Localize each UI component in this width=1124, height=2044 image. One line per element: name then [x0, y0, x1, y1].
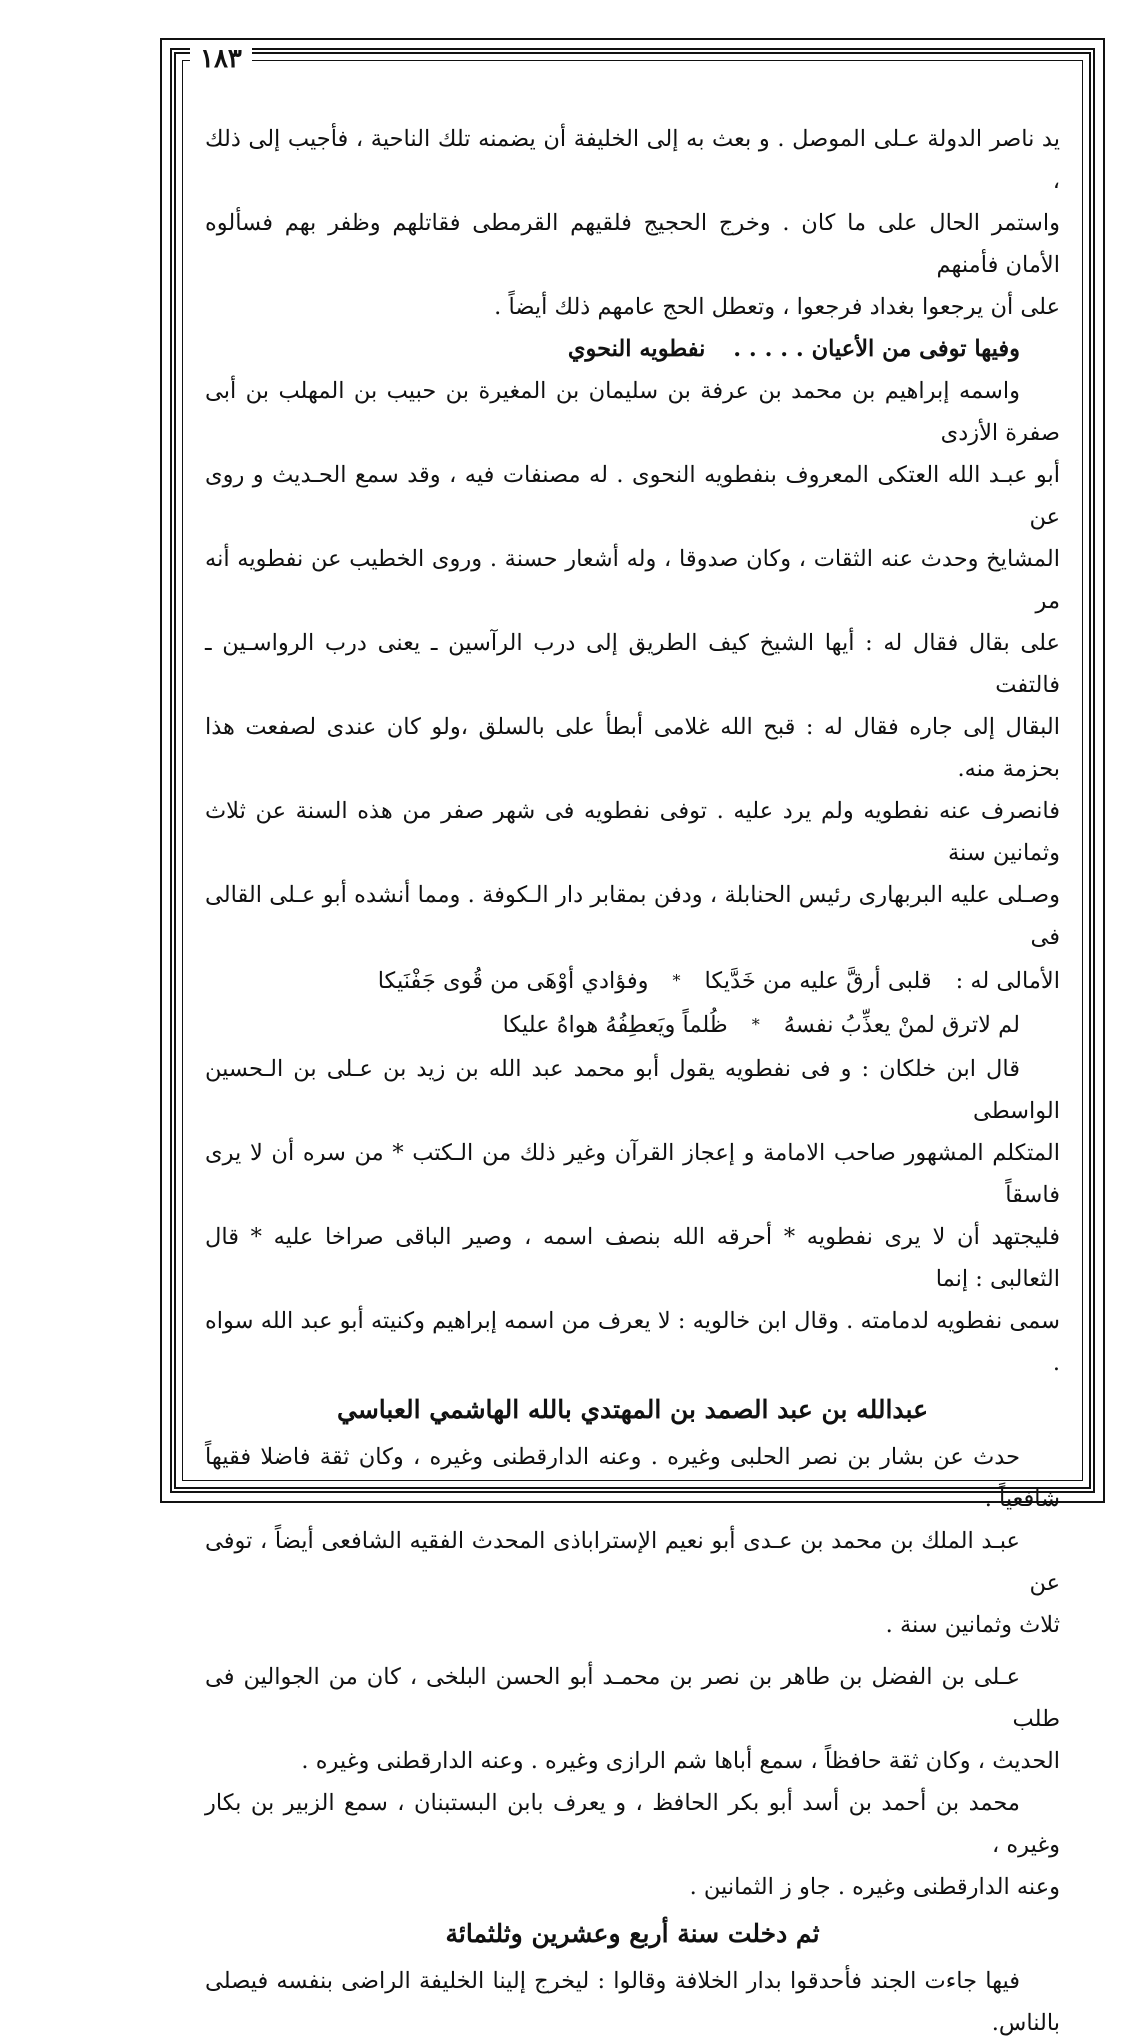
- biography-title: عبدالله بن عبد الصمد بن المهتدي بالله الهاشمي العباسي: [337, 1395, 928, 1424]
- year-title: ثم دخلت سنة أربع وعشرين وثلثمائة: [445, 1919, 820, 1948]
- page-number: ١٨٣: [190, 44, 252, 74]
- text-line: فانصرف عنه نفطويه ولم يرد عليه . توفى نفطويه فى شهر صفر من هذه السنة عن ثلاث وثمانين سنة: [205, 798, 1060, 866]
- heading-prefix: وفيها توفى من الأعيان . . . . .: [733, 336, 1020, 362]
- text-line: سمى نفطويه لدمامته . وقال ابن خالويه : لا يعرف من اسمه إبراهيم وكنيته أبو عبد الله سواه .: [205, 1308, 1060, 1376]
- text-line: يد ناصر الدولة عـلى الموصل . و بعث به إلى الخليفة أن يضمنه تلك الناحية ، فأجيب إلى ذلك ،: [205, 126, 1060, 194]
- section-heading: [205, 328, 1060, 370]
- text-line: الحديث ، وكان ثقة حافظاً ، سمع أباها شم الرازى وغيره . وعنه الدارقطنى وغيره .: [301, 1748, 1060, 1774]
- verse-line: [205, 1004, 1060, 1046]
- text-line: واستمر الحال على ما كان . وخرج الحجيج فلقيهم القرمطى فقاتلهم وظفر بهم فسألوه الأمان فأمنهم: [205, 210, 1060, 278]
- verse-line: [205, 960, 1060, 1002]
- text-line: فيها جاءت الجند فأحدقوا بدار الخلافة وقالوا : ليخرج إلينا الخليفة الراضى بنفسه فيصلى بالناس.: [205, 1968, 1060, 2036]
- verse-hemistich: وفؤادي أوْهَى من قُوى جَفْنَيكا: [377, 968, 649, 994]
- verse-separator: *: [672, 971, 681, 990]
- text-line: على بقال فقال له : أيها الشيخ كيف الطريق إلى درب الرآسين ـ يعنى درب الرواسـين ـ فالتفت: [205, 630, 1060, 698]
- text-line: فليجتهد أن لا يرى نفطويه * أحرقه الله بنصف اسمه ، وصير الباقى صراخا عليه * قال الثعالبى : إنما: [205, 1224, 1060, 1292]
- text-line: وصـلى عليه البربهارى رئيس الحنابلة ، ودفن بمقابر دار الـكوفة . ومما أنشده أبو عـلى القالى فى: [205, 882, 1060, 950]
- text-line: المشايخ وحدث عنه الثقات ، وكان صدوقا ، وله أشعار حسنة . وروى الخطيب عن نفطويه أنه مر: [205, 546, 1060, 614]
- text-line: واسمه إبراهيم بن محمد بن عرفة بن سليمان بن المغيرة بن حبيب بن المهلب بن أبى صفرة الأزدى: [205, 378, 1060, 446]
- text-line: المتكلم المشهور صاحب الامامة و إعجاز القرآن وغير ذلك من الـكتب * من سره أن لا يرى فاسقاً: [205, 1140, 1060, 1208]
- heading-name: نفطويه النحوي: [567, 336, 706, 362]
- text-line: وعنه الدارقطنى وغيره . جاو ز الثمانين .: [689, 1874, 1060, 1900]
- text-line: محمد بن أحمد بن أسد أبو بكر الحافظ ، و يعرف بابن البستبنان ، سمع الزبير بن بكار وغيره ،: [205, 1790, 1060, 1858]
- verse-separator: *: [751, 1015, 760, 1034]
- text-line: عـلى بن الفضل بن طاهر بن نصر بن محمـد أبو الحسن البلخى ، كان من الجوالين فى طلب: [205, 1664, 1060, 1732]
- text-line: ثلاث وثمانين سنة .: [885, 1612, 1060, 1638]
- verse-intro: الأمالى له :: [955, 968, 1060, 994]
- text-line: أبو عبـد الله العتكى المعروف بنفطويه النحوى . له مصنفات فيه ، وقد سمع الحـديث و روى عن: [205, 462, 1060, 530]
- verse-hemistich: قلبى أرقَّ عليه من خَدَّيكا: [704, 968, 932, 994]
- verse-hemistich: ظُلماً ويَعطِفُهُ هواهُ عليكا: [502, 1012, 728, 1038]
- text-line: البقال إلى جاره فقال له : قبح الله غلامى أبطأ على بالسلق ،ولو كان عندى لصفعت هذا بحزمة منه.: [205, 714, 1060, 782]
- page-body: [205, 118, 1060, 2036]
- text-line: حدث عن بشار بن نصر الحلبى وغيره . وعنه الدارقطنى وغيره ، وكان ثقة فاضلا فقيهاً شافعياً .: [205, 1444, 1060, 1512]
- text-line: قال ابن خلكان : و فى نفطويه يقول أبو محمد عبد الله بن زيد بن عـلى بن الـحسين الواسطى: [205, 1056, 1060, 1124]
- text-line: على أن يرجعوا بغداد فرجعوا ، وتعطل الحج عامهم ذلك أيضاً .: [494, 294, 1060, 320]
- text-line: عبـد الملك بن محمد بن عـدى أبو نعيم الإستراباذى المحدث الفقيه الشافعى أيضاً ، توفى عن: [205, 1528, 1060, 1596]
- verse-hemistich: لم لاترق لمنْ يعذِّبُ نفسهُ: [783, 1012, 1020, 1038]
